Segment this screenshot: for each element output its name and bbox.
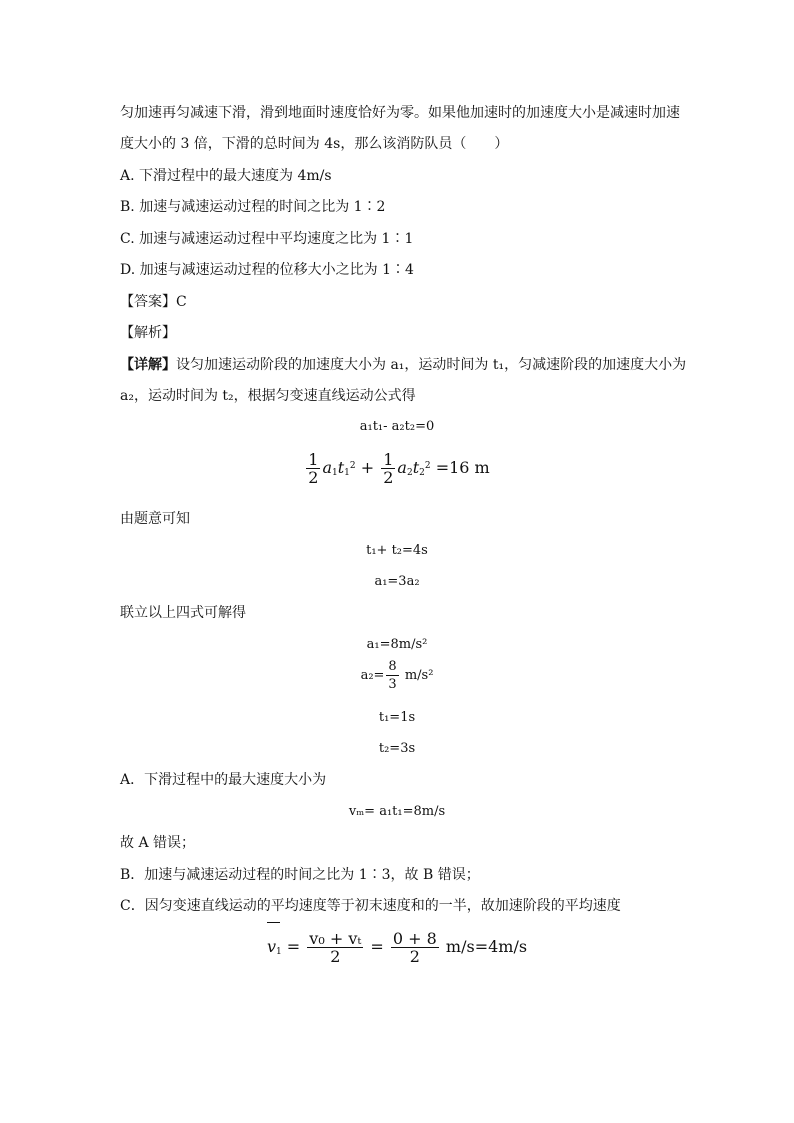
option-c: C. 加速与减速运动过程中平均速度之比为 1∶1 xyxy=(120,231,414,247)
equation-2: $\frac{1}{2}$ $a_1t_1^2$ + $\frac{1}{2}$ $a_2t_2^2 =16$ m xyxy=(308,450,490,487)
detail-line-1 xyxy=(120,356,686,374)
fraction-half-1: $\frac{1}{2}$ xyxy=(308,450,319,487)
option-a: A. 下滑过程中的最大速度为 4m/s xyxy=(120,168,332,184)
result-3: t₁=1s xyxy=(378,710,416,725)
from-problem: 由题意可知 xyxy=(120,511,190,527)
detail-line-2: a₂，运动时间为 t₂，根据匀变速直线运动公式得 xyxy=(120,388,416,404)
fraction-v0-vt: $\frac{\text{v₀ + vₜ}}{2}$ xyxy=(309,929,362,966)
explain-a-conclusion: 故 A 错误； xyxy=(120,835,196,851)
vm-equation: vₘ= a₁t₁=8m/s xyxy=(348,804,446,819)
average-velocity-tail: m/s=4m/s xyxy=(445,937,528,956)
option-d: D. 加速与减速运动过程的位移大小之比为 1∶4 xyxy=(120,262,414,278)
answer: 【答案】C xyxy=(120,294,187,310)
equation-2-rhs: =16 m xyxy=(435,458,490,477)
explain-a: A．下滑过程中的最大速度大小为 xyxy=(120,772,327,788)
result-2-unit: m/s² xyxy=(404,668,434,683)
analysis-heading: 【解析】 xyxy=(120,325,176,341)
option-b: B. 加速与减速运动过程的时间之比为 1∶2 xyxy=(120,199,386,215)
equation-1: a₁t₁- a₂t₂=0 xyxy=(359,419,435,434)
explain-c: C．因匀变速直线运动的平均速度等于初末速度和的一半，故加速阶段的平均速度 xyxy=(120,898,621,914)
combine-line: 联立以上四式可解得 xyxy=(120,605,246,621)
average-velocity-symbol: $v_1$ xyxy=(267,925,282,974)
detail-text-1: 设匀加速运动阶段的加速度大小为 a₁，运动时间为 t₁，匀减速阶段的加速度大小为 xyxy=(176,357,687,373)
problem-line-2: 度大小的 3 倍，下滑的总时间为 4s，那么该消防队员（ ） xyxy=(120,136,509,152)
fraction-half-2: $\frac{1}{2}$ xyxy=(383,450,394,487)
problem-line-1: 匀加速再匀减速下滑，滑到地面时速度恰好为零。如果他加速时的加速度大小是减速时加速 xyxy=(120,105,680,121)
equation-3: t₁+ t₂=4s xyxy=(366,543,428,558)
result-1: a₁=8m/s² xyxy=(366,637,428,652)
result-4: t₂=3s xyxy=(378,741,416,756)
explain-b: B．加速与减速运动过程的时间之比为 1∶3，故 B 错误； xyxy=(120,867,480,883)
fraction-0-8: $\frac{0 + 8}{2}$ xyxy=(392,929,437,966)
average-velocity-equation: $v_1$ = $\frac{\text{v₀ + vₜ}}{2}$ = $\frac{0 + 8}{2}$ m/s=4m/s xyxy=(0,925,794,974)
fraction-eight-thirds: $\frac{8}{3}$ xyxy=(388,659,397,692)
result-2-lhs: a₂= xyxy=(360,668,385,683)
equation-4: a₁=3a₂ xyxy=(374,574,420,589)
detail-label: 【详解】 xyxy=(120,357,176,373)
result-2 xyxy=(0,658,794,694)
